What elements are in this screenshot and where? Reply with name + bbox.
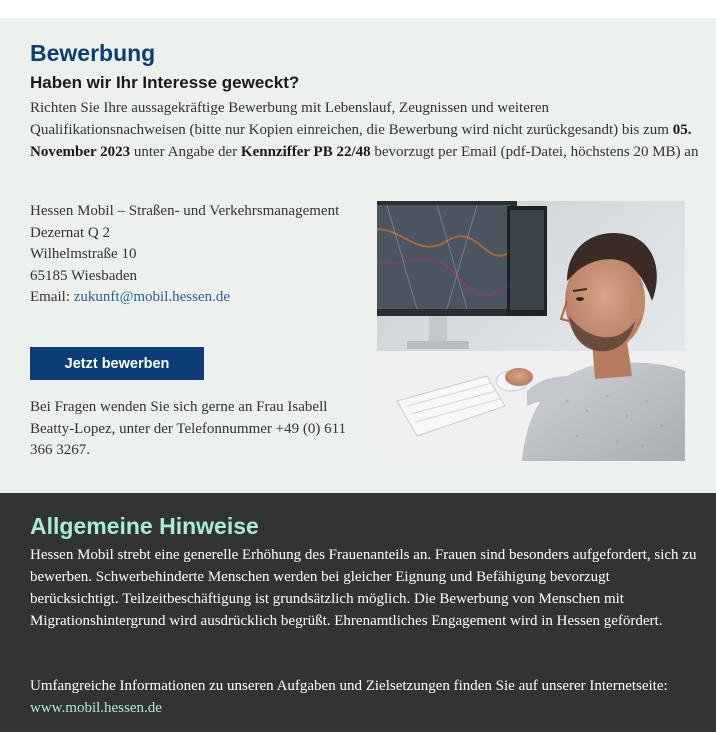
address-email-line [30, 287, 360, 309]
bewerbung-subheading: Haben wir Ihr Interesse geweckt? [30, 73, 300, 92]
contact-info: Bei Fragen wenden Sie sich gerne an Frau Isabell Beatty-Lopez, unter der Telefonnummer +49 (0) 611 366 3267. [30, 399, 347, 458]
bewerbung-heading: Bewerbung [30, 40, 156, 66]
deadline: 05. November 2023 [30, 122, 692, 160]
bewerbung-section [0, 18, 716, 493]
email-link[interactable]: zukunft@mobil.hessen.de [73, 289, 231, 305]
hinweise-heading: Allgemeine Hinweise [30, 513, 259, 539]
intro-text-2: unter Angabe der [130, 144, 241, 160]
office-photo [377, 201, 685, 461]
office-photo-illustration [377, 201, 685, 461]
email-label: Email: [30, 289, 74, 305]
intro-text-3: bevorzugt per Email (pdf-Datei, höchstens 20 MB) an [370, 144, 699, 160]
reference-number: Kennziffer PB 22/48 [240, 144, 371, 160]
website-link[interactable]: www.mobil.hessen.de [30, 700, 162, 716]
address-city: 65185 Wiesbaden [30, 267, 138, 284]
intro-text-1: Richten Sie Ihre aussagekräftige Bewerbung mit Lebenslauf, Zeugnissen und weiteren Qualifikationsnachweisen (bitte nur Kopien einreichen, die Bewerbung wird nicht zurückgesandt) bis zum [30, 100, 673, 138]
hinweise-text: Hessen Mobil strebt eine generelle Erhöhung des Frauenanteils an. Frauen sind besonders aufgefordert, sich zu bewerben. Schwerbehinderte Menschen werden bei gleicher Eignung und Befähigung bevorzugt berücksichtigt. Teilzeitbeschäftigung ist grundsätzlich möglich. Die Bewerbung von Menschen mit Migrationshintergrund wird ausdrücklich begrüßt. Ehrenamtliches Engagement wird in Hessen gefördert. [30, 547, 697, 629]
address-org: Hessen Mobil – Straßen- und Verkehrsmanagement [30, 203, 340, 219]
address-dept: Dezernat Q 2 [30, 224, 110, 241]
bewerbung-intro [30, 97, 700, 163]
apply-button[interactable]: Jetzt bewerben [30, 347, 204, 380]
hinweise-section [0, 493, 716, 732]
info-text-body: Umfangreiche Informationen zu unseren Aufgaben und Zielsetzungen finden Sie auf unserer Internetseite: [30, 678, 668, 694]
info-text [30, 675, 700, 719]
address-street: Wilhelmstraße 10 [30, 246, 137, 262]
postal-address [30, 201, 360, 309]
